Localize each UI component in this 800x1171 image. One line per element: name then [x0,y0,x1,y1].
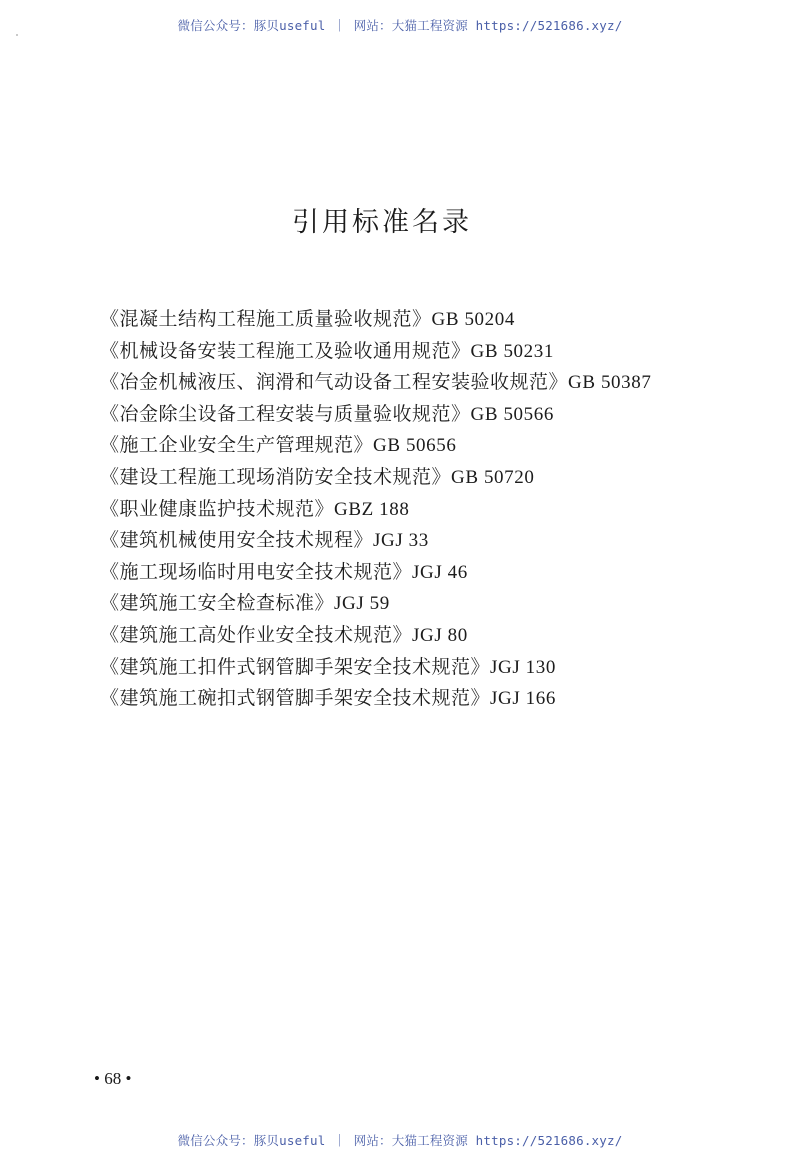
standard-title: 《建筑施工安全检查标准》 [100,592,335,615]
watermark-top: 微信公众号：豚贝useful ｜ 网站：大猫工程资源 https://521686.xyz/ [177,18,623,33]
list-item [100,588,651,620]
standard-title: 《施工企业安全生产管理规范》 [100,434,374,457]
list-item [100,399,651,431]
standard-code: JGJ 166 [490,688,556,710]
list-item [100,620,651,652]
standard-code: GB 50387 [568,372,652,394]
standard-title: 《施工现场临时用电安全技术规范》 [100,560,413,583]
list-item [100,367,651,399]
standard-code: GBZ 188 [334,498,410,520]
standard-code: GB 50204 [431,309,515,330]
list-item [100,525,651,557]
standard-code: JGJ 80 [412,624,468,646]
standard-title: 《建筑施工高处作业安全技术规范》 [100,623,413,646]
standard-title: 《建设工程施工现场消防安全技术规范》 [100,465,452,488]
page-title: 引用标准名录 [292,207,472,238]
list-item [100,652,651,684]
standard-code: GB 50656 [373,435,457,457]
list-item [100,430,651,462]
standard-title: 《建筑机械使用安全技术规程》 [100,529,374,552]
standard-title: 《建筑施工扣件式钢管脚手架安全技术规范》 [100,655,491,678]
list-item [100,683,651,715]
standard-code: JGJ 33 [373,530,429,552]
list-item [100,304,651,336]
list-item [100,336,651,368]
standard-code: JGJ 130 [490,656,556,678]
standard-title: 《冶金除尘设备工程安装与质量验收规范》 [100,402,471,425]
standard-title: 《机械设备安装工程施工及验收通用规范》 [100,339,471,362]
standard-code: JGJ 59 [334,593,390,615]
list-item [100,494,651,526]
list-item [100,462,651,494]
standard-code: GB 50231 [470,340,554,362]
page-number: • 68 • [94,1069,132,1088]
scan-speck [16,34,18,36]
standard-code: JGJ 46 [412,561,468,583]
watermark-bottom: 微信公众号：豚贝useful ｜ 网站：大猫工程资源 https://521686.xyz/ [177,1133,623,1148]
standard-code: GB 50566 [470,403,554,425]
standard-title: 《冶金机械液压、润滑和气动设备工程安装验收规范》 [100,371,569,394]
standard-title: 《混凝土结构工程施工质量验收规范》 [100,308,432,330]
list-item [100,557,651,589]
standard-code: GB 50720 [451,466,535,488]
standards-list [100,304,651,715]
standard-title: 《职业健康监护技术规范》 [100,497,335,520]
standard-title: 《建筑施工碗扣式钢管脚手架安全技术规范》 [100,687,491,710]
